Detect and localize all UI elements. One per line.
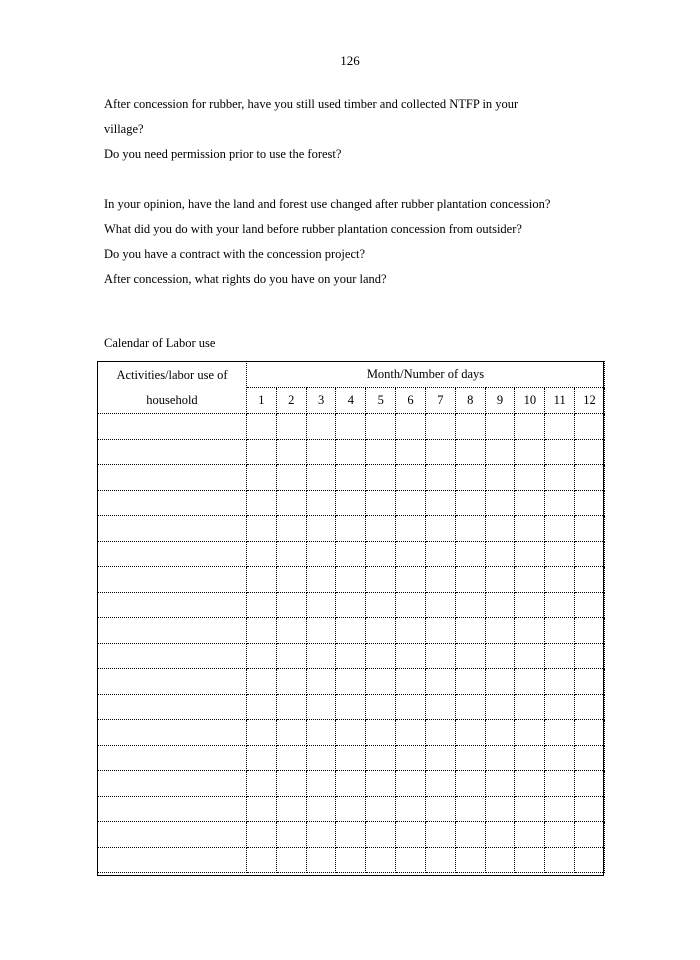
month-cell[interactable] (455, 465, 485, 491)
month-cell[interactable] (575, 796, 605, 822)
month-cell[interactable] (396, 592, 426, 618)
month-cell[interactable] (515, 541, 545, 567)
month-cell[interactable] (247, 516, 277, 542)
month-cell[interactable] (396, 822, 426, 848)
table-row (98, 541, 605, 567)
month-cell[interactable] (336, 643, 366, 669)
month-cell[interactable] (545, 618, 575, 644)
month-cell[interactable] (396, 771, 426, 797)
month-cell[interactable] (575, 669, 605, 695)
month-header-cell: 9 (485, 388, 515, 414)
month-cell[interactable] (575, 847, 605, 873)
month-cell[interactable] (336, 490, 366, 516)
month-cell[interactable] (247, 439, 277, 465)
month-cell[interactable] (276, 541, 306, 567)
month-cell[interactable] (425, 771, 455, 797)
table-row (98, 592, 605, 618)
month-cell[interactable] (247, 465, 277, 491)
month-header-cell: 1 (247, 388, 277, 414)
activity-cell[interactable] (98, 822, 247, 848)
activity-cell[interactable] (98, 796, 247, 822)
month-cell[interactable] (366, 643, 396, 669)
month-cell[interactable] (306, 669, 336, 695)
table-title: Calendar of Labor use (104, 336, 216, 350)
month-cell[interactable] (366, 847, 396, 873)
month-cell[interactable] (276, 822, 306, 848)
month-cell[interactable] (366, 822, 396, 848)
month-cell[interactable] (515, 592, 545, 618)
month-header-cell: 12 (575, 388, 605, 414)
month-cell[interactable] (485, 541, 515, 567)
month-cell[interactable] (366, 465, 396, 491)
month-cell[interactable] (545, 490, 575, 516)
month-cell[interactable] (276, 592, 306, 618)
month-cell[interactable] (396, 643, 426, 669)
month-cell[interactable] (485, 414, 515, 440)
month-cell[interactable] (336, 541, 366, 567)
month-cell[interactable] (455, 796, 485, 822)
month-cell[interactable] (575, 414, 605, 440)
month-cell[interactable] (396, 720, 426, 746)
month-cell[interactable] (276, 414, 306, 440)
month-cell[interactable] (455, 592, 485, 618)
month-cell[interactable] (247, 592, 277, 618)
month-header-cell: 4 (336, 388, 366, 414)
activity-cell[interactable] (98, 669, 247, 695)
labor-calendar-table (97, 361, 605, 873)
month-cell[interactable] (396, 796, 426, 822)
month-cell[interactable] (425, 643, 455, 669)
question-line: After concession for rubber, have you still used timber and collected NTFP in your (104, 97, 519, 111)
month-cell[interactable] (515, 618, 545, 644)
month-cell[interactable] (575, 694, 605, 720)
month-header-cell: 6 (396, 388, 426, 414)
table-row (98, 465, 605, 491)
month-cell[interactable] (515, 745, 545, 771)
month-cell[interactable] (366, 567, 396, 593)
month-cell[interactable] (545, 745, 575, 771)
month-cell[interactable] (485, 694, 515, 720)
month-cell[interactable] (396, 567, 426, 593)
month-cell[interactable] (336, 822, 366, 848)
month-cell[interactable] (276, 618, 306, 644)
month-cell[interactable] (515, 490, 545, 516)
month-cell[interactable] (396, 516, 426, 542)
month-cell[interactable] (515, 822, 545, 848)
month-cell[interactable] (515, 796, 545, 822)
month-cell[interactable] (545, 592, 575, 618)
month-cell[interactable] (545, 796, 575, 822)
table-row (98, 567, 605, 593)
month-cell[interactable] (247, 796, 277, 822)
month-cell[interactable] (336, 694, 366, 720)
table-row (98, 669, 605, 695)
table-row (98, 847, 605, 873)
month-cell[interactable] (306, 439, 336, 465)
month-cell[interactable] (247, 643, 277, 669)
month-cell[interactable] (425, 567, 455, 593)
activity-cell[interactable] (98, 771, 247, 797)
month-cell[interactable] (306, 822, 336, 848)
month-cell[interactable] (306, 465, 336, 491)
month-header-cell: 3 (306, 388, 336, 414)
month-cell[interactable] (455, 694, 485, 720)
month-cell[interactable] (276, 465, 306, 491)
month-cell[interactable] (247, 847, 277, 873)
month-cell[interactable] (425, 465, 455, 491)
month-cell[interactable] (545, 720, 575, 746)
month-cell[interactable] (396, 541, 426, 567)
month-cell[interactable] (276, 490, 306, 516)
activity-cell[interactable] (98, 465, 247, 491)
month-cell[interactable] (515, 465, 545, 491)
month-cell[interactable] (396, 745, 426, 771)
month-cell[interactable] (336, 465, 366, 491)
month-cell[interactable] (485, 847, 515, 873)
month-cell[interactable] (485, 669, 515, 695)
month-cell[interactable] (455, 490, 485, 516)
month-cell[interactable] (276, 847, 306, 873)
month-cell[interactable] (455, 643, 485, 669)
month-cell[interactable] (485, 822, 515, 848)
month-cell[interactable] (515, 643, 545, 669)
month-header-cell: 2 (276, 388, 306, 414)
month-header-cell: 7 (425, 388, 455, 414)
month-cell[interactable] (575, 592, 605, 618)
month-cell[interactable] (366, 439, 396, 465)
table-row (98, 643, 605, 669)
month-cell[interactable] (515, 516, 545, 542)
table-row (98, 414, 605, 440)
month-cell[interactable] (455, 439, 485, 465)
month-cell[interactable] (247, 490, 277, 516)
month-cell[interactable] (306, 847, 336, 873)
month-cell[interactable] (425, 516, 455, 542)
month-cell[interactable] (575, 822, 605, 848)
month-cell[interactable] (276, 643, 306, 669)
month-cell[interactable] (485, 516, 515, 542)
month-cell[interactable] (366, 592, 396, 618)
month-cell[interactable] (306, 592, 336, 618)
month-cell[interactable] (575, 643, 605, 669)
activity-cell[interactable] (98, 618, 247, 644)
table-row (98, 771, 605, 797)
month-cell[interactable] (336, 796, 366, 822)
month-cell[interactable] (575, 720, 605, 746)
month-cell[interactable] (276, 567, 306, 593)
month-cell[interactable] (545, 567, 575, 593)
month-cell[interactable] (515, 694, 545, 720)
table-row (98, 618, 605, 644)
activity-cell[interactable] (98, 414, 247, 440)
month-cell[interactable] (306, 796, 336, 822)
month-cell[interactable] (545, 516, 575, 542)
month-cell[interactable] (545, 465, 575, 491)
month-cell[interactable] (545, 669, 575, 695)
month-cell[interactable] (425, 439, 455, 465)
month-cell[interactable] (247, 745, 277, 771)
month-cell[interactable] (485, 592, 515, 618)
month-cell[interactable] (575, 516, 605, 542)
month-cell[interactable] (366, 541, 396, 567)
month-cell[interactable] (485, 643, 515, 669)
month-cell[interactable] (366, 694, 396, 720)
month-cell[interactable] (306, 490, 336, 516)
activity-header-line1: Activities/labor use of (116, 367, 228, 382)
month-cell[interactable] (515, 847, 545, 873)
month-cell[interactable] (306, 414, 336, 440)
month-cell[interactable] (396, 439, 426, 465)
month-cell[interactable] (306, 720, 336, 746)
month-cell[interactable] (425, 618, 455, 644)
table-row (98, 694, 605, 720)
month-cell[interactable] (306, 516, 336, 542)
month-cell[interactable] (366, 771, 396, 797)
month-header-cell: 11 (545, 388, 575, 414)
month-cell[interactable] (336, 414, 366, 440)
question-line: Do you need permission prior to use the forest? (104, 147, 342, 161)
question-line: Do you have a contract with the concession project? (104, 247, 366, 261)
month-cell[interactable] (366, 745, 396, 771)
month-cell[interactable] (515, 414, 545, 440)
month-cell[interactable] (396, 490, 426, 516)
month-cell[interactable] (455, 720, 485, 746)
month-cell[interactable] (366, 720, 396, 746)
month-cell[interactable] (366, 490, 396, 516)
month-cell[interactable] (276, 694, 306, 720)
month-cell[interactable] (276, 669, 306, 695)
activity-cell[interactable] (98, 490, 247, 516)
month-cell[interactable] (247, 822, 277, 848)
activity-cell[interactable] (98, 516, 247, 542)
month-cell[interactable] (306, 771, 336, 797)
month-cell[interactable] (336, 720, 366, 746)
month-header-cell: 5 (366, 388, 396, 414)
question-block-2 (104, 192, 604, 292)
activity-cell[interactable] (98, 847, 247, 873)
month-cell[interactable] (575, 567, 605, 593)
month-cell[interactable] (247, 771, 277, 797)
month-cell[interactable] (485, 720, 515, 746)
month-cell[interactable] (545, 643, 575, 669)
activity-cell[interactable] (98, 694, 247, 720)
month-cell[interactable] (455, 822, 485, 848)
month-cell[interactable] (425, 490, 455, 516)
month-cell[interactable] (247, 694, 277, 720)
month-cell[interactable] (276, 745, 306, 771)
month-cell[interactable] (336, 847, 366, 873)
month-cell[interactable] (455, 516, 485, 542)
table-row (98, 439, 605, 465)
question-line: After concession, what rights do you have on your land? (104, 272, 387, 286)
month-cell[interactable] (425, 414, 455, 440)
month-cell[interactable] (545, 847, 575, 873)
month-cell[interactable] (545, 694, 575, 720)
month-cell[interactable] (455, 847, 485, 873)
month-cell[interactable] (366, 669, 396, 695)
month-cell[interactable] (485, 465, 515, 491)
month-cell[interactable] (366, 414, 396, 440)
month-cell[interactable] (336, 567, 366, 593)
activity-cell[interactable] (98, 720, 247, 746)
month-cell[interactable] (276, 720, 306, 746)
month-cell[interactable] (425, 796, 455, 822)
month-cell[interactable] (396, 847, 426, 873)
month-cell[interactable] (276, 796, 306, 822)
month-cell[interactable] (485, 771, 515, 797)
month-cell[interactable] (396, 618, 426, 644)
month-cell[interactable] (425, 745, 455, 771)
month-cell[interactable] (366, 618, 396, 644)
month-cell[interactable] (575, 541, 605, 567)
month-cell[interactable] (396, 669, 426, 695)
month-cell[interactable] (336, 516, 366, 542)
month-cell[interactable] (545, 439, 575, 465)
month-cell[interactable] (276, 439, 306, 465)
month-cell[interactable] (276, 771, 306, 797)
activity-cell[interactable] (98, 439, 247, 465)
month-cell[interactable] (396, 694, 426, 720)
month-cell[interactable] (306, 694, 336, 720)
month-cell[interactable] (247, 567, 277, 593)
month-cell[interactable] (575, 465, 605, 491)
month-cell[interactable] (485, 618, 515, 644)
month-header-cell: 10 (515, 388, 545, 414)
month-cell[interactable] (575, 745, 605, 771)
table-row (98, 796, 605, 822)
month-cell[interactable] (515, 567, 545, 593)
month-cell[interactable] (247, 541, 277, 567)
month-cell[interactable] (425, 694, 455, 720)
month-header: Month/Number of days (247, 362, 605, 388)
month-cell[interactable] (306, 541, 336, 567)
month-cell[interactable] (575, 439, 605, 465)
month-cell[interactable] (485, 490, 515, 516)
activity-cell[interactable] (98, 567, 247, 593)
activity-header-line2: household (146, 392, 198, 407)
month-cell[interactable] (575, 490, 605, 516)
month-cell[interactable] (455, 669, 485, 695)
month-cell[interactable] (575, 771, 605, 797)
month-cell[interactable] (545, 822, 575, 848)
month-cell[interactable] (306, 618, 336, 644)
month-cell[interactable] (425, 592, 455, 618)
month-cell[interactable] (247, 669, 277, 695)
month-cell[interactable] (545, 541, 575, 567)
month-cell[interactable] (485, 439, 515, 465)
month-cell[interactable] (396, 414, 426, 440)
activity-cell[interactable] (98, 541, 247, 567)
question-line: In your opinion, have the land and forest use changed after rubber plantation concession? (104, 197, 551, 211)
month-cell[interactable] (336, 592, 366, 618)
table-row (98, 490, 605, 516)
month-cell[interactable] (366, 796, 396, 822)
month-cell[interactable] (575, 618, 605, 644)
month-cell[interactable] (515, 720, 545, 746)
month-cell[interactable] (425, 720, 455, 746)
table-row (98, 720, 605, 746)
question-line: village? (104, 122, 144, 136)
month-cell[interactable] (247, 720, 277, 746)
activity-cell[interactable] (98, 643, 247, 669)
month-cell[interactable] (455, 771, 485, 797)
month-cell[interactable] (545, 771, 575, 797)
page-number: 126 (340, 53, 360, 68)
month-cell[interactable] (336, 618, 366, 644)
month-cell[interactable] (485, 745, 515, 771)
month-cell[interactable] (336, 669, 366, 695)
activity-header (98, 362, 247, 414)
question-line: What did you do with your land before rubber plantation concession from outsider? (104, 222, 522, 236)
month-cell[interactable] (455, 414, 485, 440)
activity-cell[interactable] (98, 745, 247, 771)
month-cell[interactable] (306, 643, 336, 669)
month-cell[interactable] (276, 516, 306, 542)
month-cell[interactable] (396, 465, 426, 491)
table-row (98, 822, 605, 848)
month-cell[interactable] (425, 847, 455, 873)
activity-cell[interactable] (98, 592, 247, 618)
month-cell[interactable] (455, 745, 485, 771)
month-cell[interactable] (515, 771, 545, 797)
month-cell[interactable] (247, 414, 277, 440)
month-cell[interactable] (425, 541, 455, 567)
month-cell[interactable] (366, 516, 396, 542)
month-header-cell: 8 (455, 388, 485, 414)
month-cell[interactable] (515, 669, 545, 695)
table-row (98, 516, 605, 542)
month-cell[interactable] (485, 796, 515, 822)
month-cell[interactable] (306, 567, 336, 593)
month-cell[interactable] (455, 567, 485, 593)
month-cell[interactable] (455, 618, 485, 644)
month-cell[interactable] (455, 541, 485, 567)
month-cell[interactable] (336, 439, 366, 465)
month-cell[interactable] (545, 414, 575, 440)
month-cell[interactable] (306, 745, 336, 771)
month-cell[interactable] (336, 771, 366, 797)
month-cell[interactable] (425, 669, 455, 695)
month-cell[interactable] (515, 439, 545, 465)
month-cell[interactable] (425, 822, 455, 848)
month-cell[interactable] (336, 745, 366, 771)
month-cell[interactable] (485, 567, 515, 593)
table-row (98, 745, 605, 771)
question-block-1 (104, 92, 604, 167)
month-cell[interactable] (247, 618, 277, 644)
